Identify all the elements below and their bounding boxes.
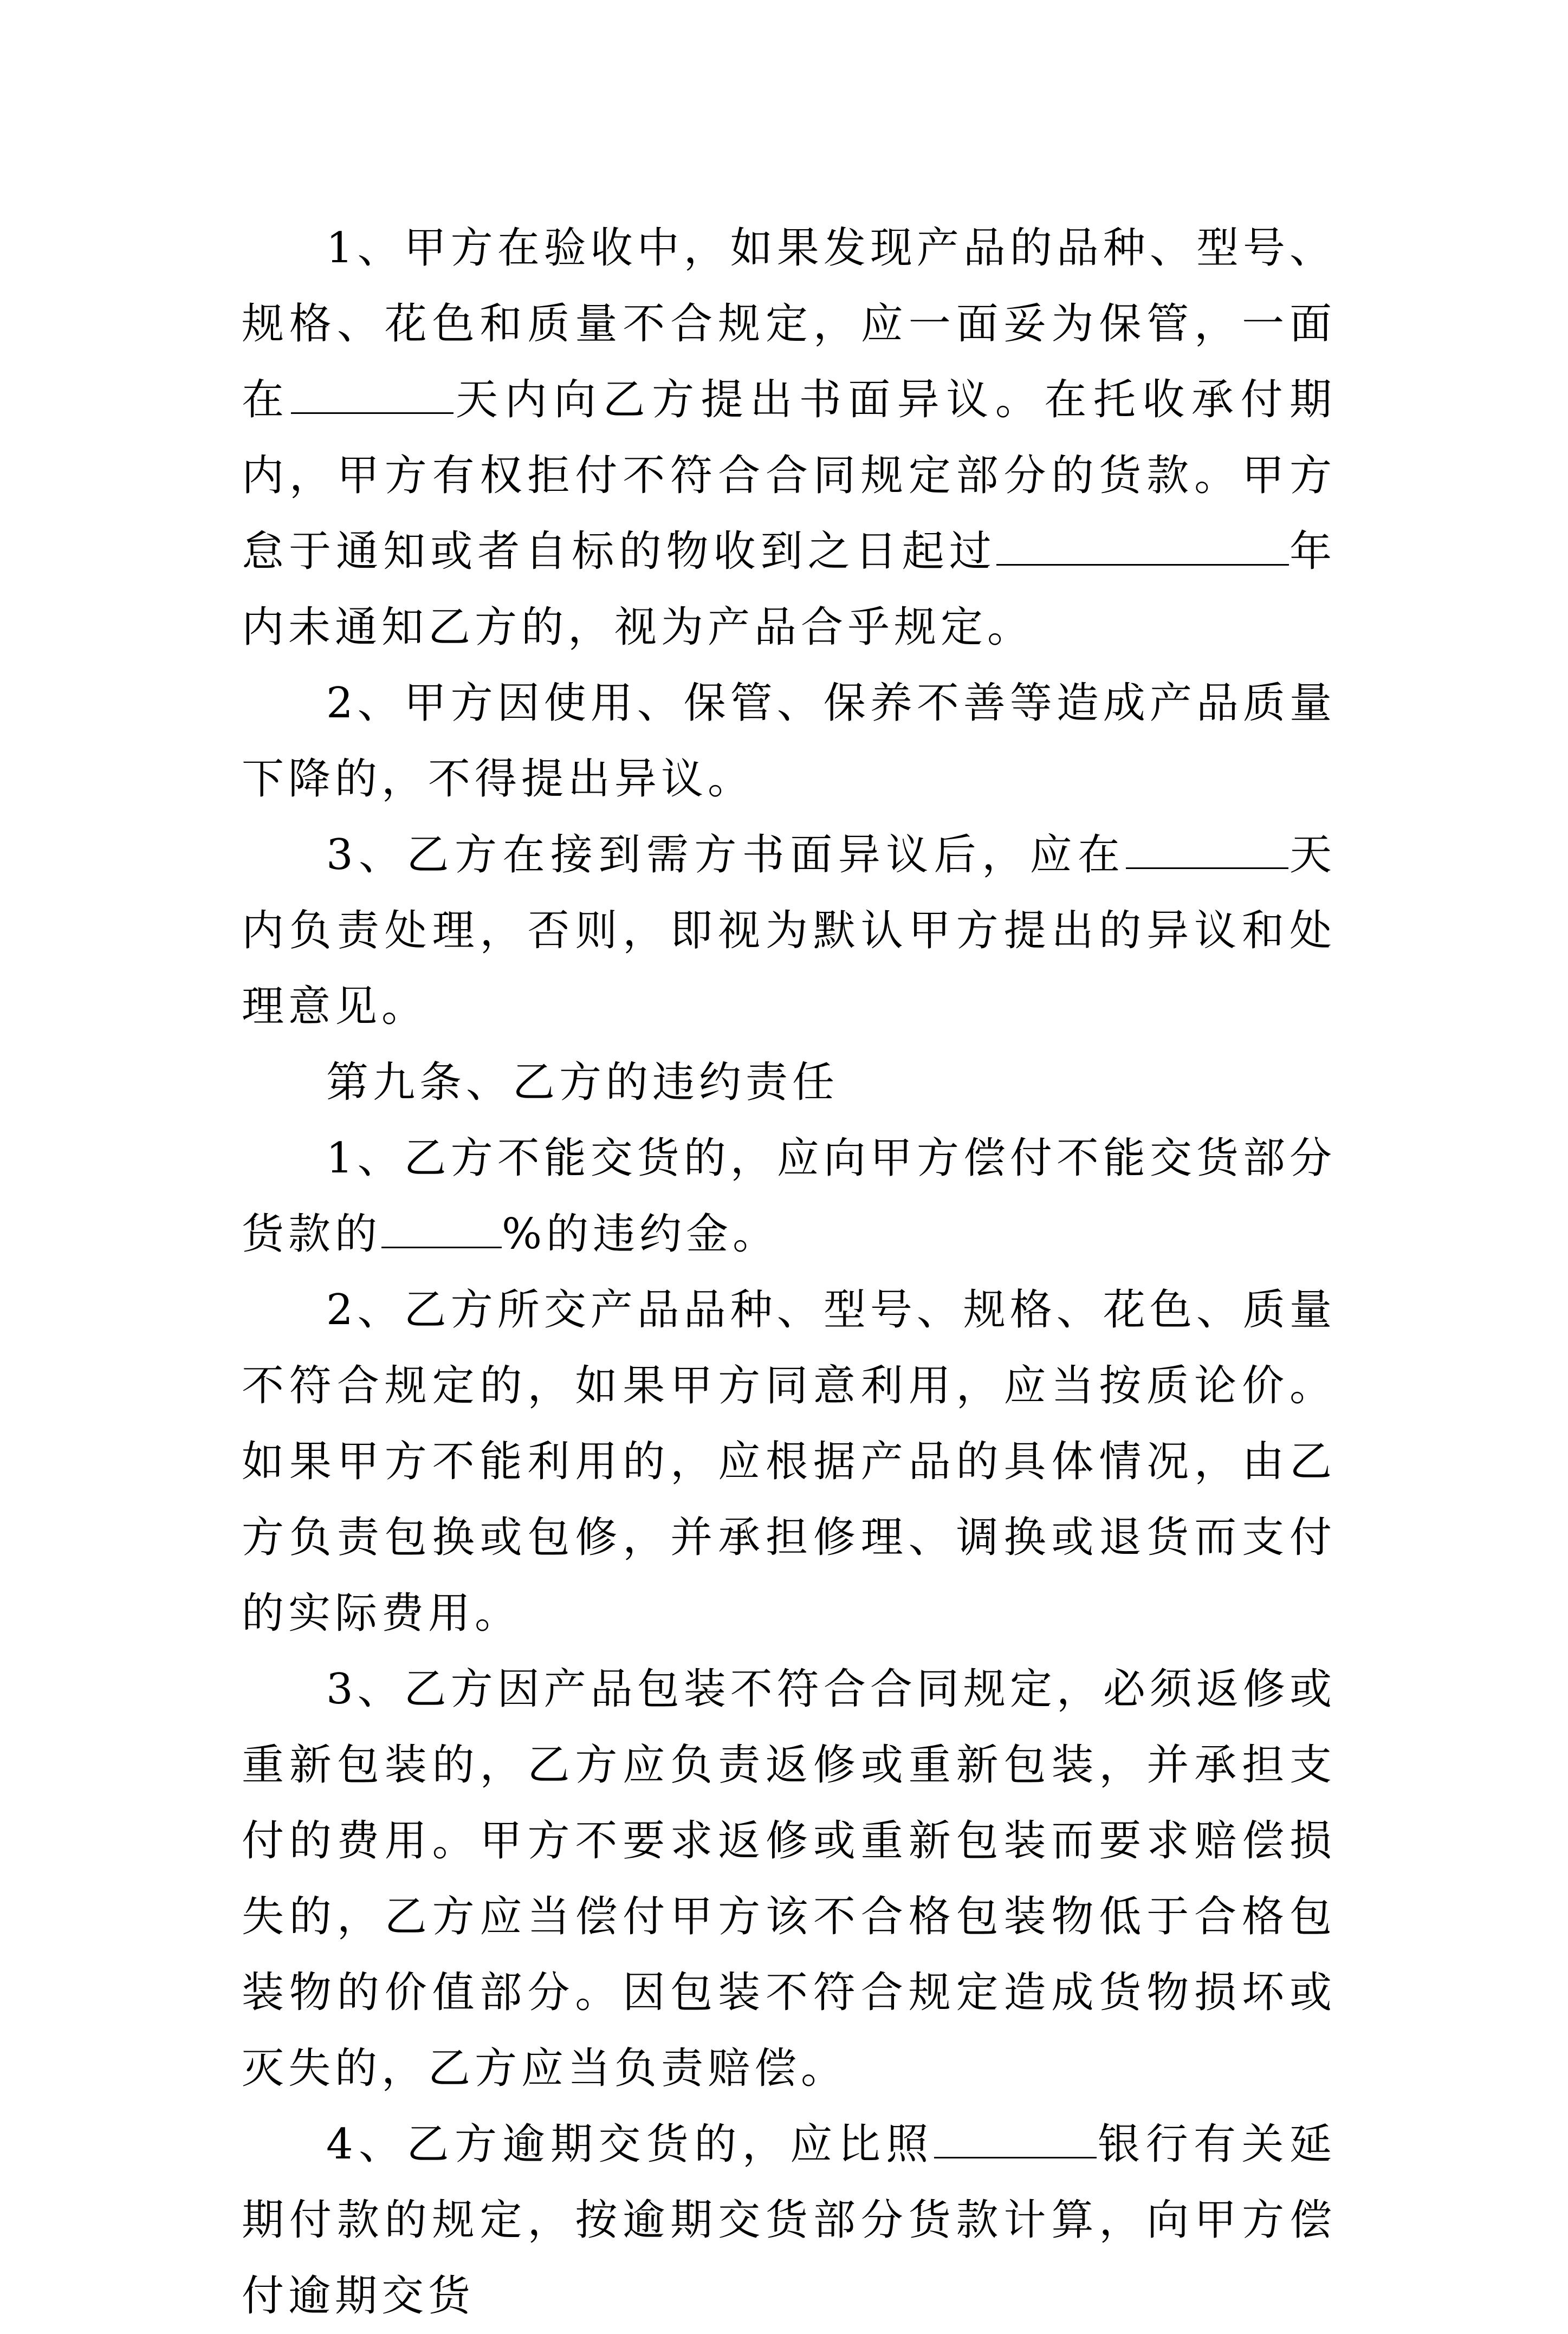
fill-in-blank bbox=[381, 1212, 502, 1248]
clause-paragraph bbox=[242, 665, 1336, 817]
paragraph-text: 1、乙方不能交货的，应向甲方偿付不能交货部分货款的 bbox=[242, 1134, 1336, 1259]
paragraph-text: 天内向乙方提出书面异议。在托收承付期内，甲方有权拒付不符合合同规定部分的货款。甲方怠于通知或者自标的物收到之日起过 bbox=[242, 375, 1336, 576]
paragraph-text: 4、乙方逾期交货的，应比照 bbox=[326, 2120, 934, 2169]
clause-paragraph bbox=[242, 1651, 1336, 2106]
paragraph-text: 天内负责处理，否则，即视为默认甲方提出的异议和处理意见。 bbox=[242, 831, 1336, 1031]
paragraph-text: 年内未通知乙方的，视为产品合乎规定。 bbox=[242, 527, 1336, 652]
clause-paragraph bbox=[242, 817, 1336, 1045]
fill-in-blank bbox=[1126, 833, 1288, 869]
clause-paragraph bbox=[242, 2106, 1336, 2334]
fill-in-blank bbox=[291, 378, 453, 414]
paragraph-text: 银行有关延期付款的规定，按逾期交货部分货款计算，向甲方偿付逾期交货 bbox=[242, 2120, 1336, 2320]
document-body bbox=[242, 210, 1336, 2334]
clause-paragraph bbox=[242, 210, 1336, 665]
paragraph-text: 2、甲方因使用、保管、保养不善等造成产品质量下降的，不得提出异议。 bbox=[242, 679, 1336, 803]
fill-in-blank bbox=[996, 529, 1289, 566]
heading-text: 第九条、乙方的违约责任 bbox=[326, 1058, 839, 1107]
paragraph-text: 3、乙方因产品包装不符合合同规定，必须返修或重新包装的，乙方应负责返修或重新包装，并承担支付的费用。甲方不要求返修或重新包装而要求赔偿损失的，乙方应当偿付甲方该不合格包装物低于合格包装物的价值部分。因包装不符合规定造成货物损坏或灭失的，乙方应当负责赔偿。 bbox=[242, 1665, 1336, 2093]
clause-paragraph bbox=[242, 1120, 1336, 1272]
paragraph-text: %的违约金。 bbox=[502, 1210, 780, 1259]
clause-paragraph bbox=[242, 1272, 1336, 1651]
section-heading bbox=[242, 1045, 1336, 1120]
paragraph-text: 2、乙方所交产品品种、型号、规格、花色、质量不符合规定的，如果甲方同意利用，应当按质论价。如果甲方不能利用的，应根据产品的具体情况，由乙方负责包换或包修，并承担修理、调换或退货而支付的实际费用。 bbox=[242, 1286, 1336, 1638]
paragraph-text: 3、乙方在接到需方书面异议后，应在 bbox=[326, 831, 1126, 879]
fill-in-blank bbox=[934, 2122, 1097, 2158]
paragraph-text: 1、甲方在验收中，如果发现产品的品种、型号、规格、花色和质量不合规定，应一面妥为保管，一面在 bbox=[242, 224, 1336, 424]
